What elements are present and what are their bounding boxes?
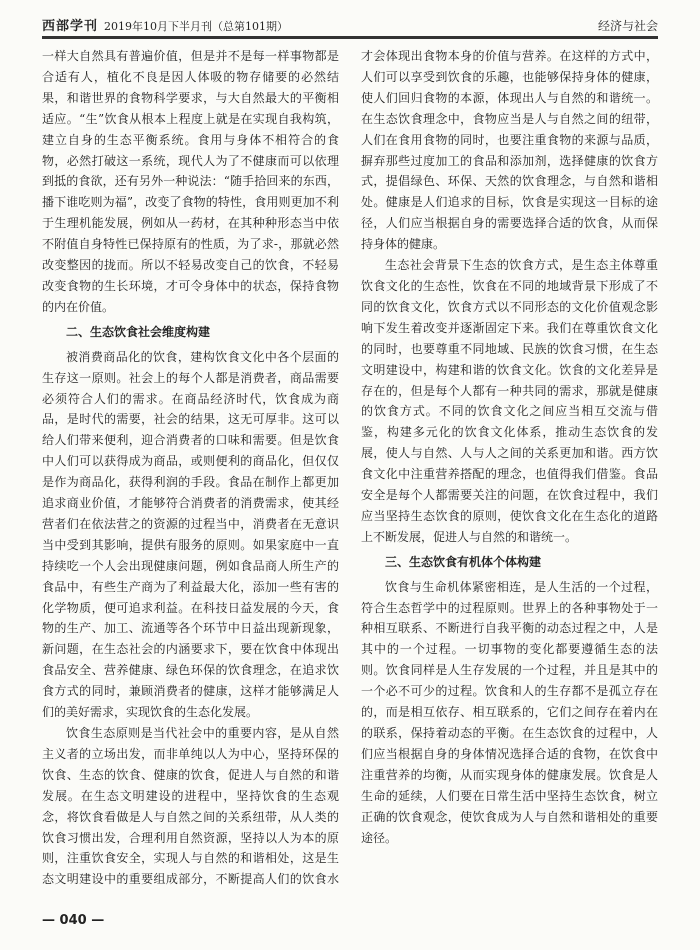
article-body (42, 46, 658, 892)
right-column (361, 46, 658, 892)
paragraph: 生态社会背景下生态的饮食方式，是生态主体尊重饮食文化的生态性，饮食在不同的地域背景下形成了不同的饮食文化，饮食方式以不同形态的文化价值观念影响下发生着改变并逐渐固定下来。我们在尊重饮食文化的同时，也要尊重不同地域、民族的饮食习惯，在生态文明建设中，构建和谐的饮食文化。饮食的文化差异是存在的，但是每个人都有一种共同的需求，那就是健康的饮食方式。不同的饮食文化之间应当相互交流与借鉴，构建多元化的饮食文化体系，推动生态饮食的发展，使人与自然、人与人之间的关系更加和谐。西方饮食文化中注重营养搭配的理念，也值得我们借鉴。食品安全是每个人都需要关注的问题，在饮食过程中，我们应当坚持生态饮食的原则，使饮食文化在生态化的道路上不断发展，促进人与自然的和谐统一。 (361, 258, 658, 544)
header-rule (42, 38, 658, 39)
paragraph: 才会体现出食物本身的价值与营养。在这样的方式中，人们可以享受到饮食的乐趣，也能够保持身体的健康，使人们回归食物的本源，体现出人与自然的和谐统一。在生态饮食理念中，食物应当是人与自然之间的纽带，人们在食用食物的同时，也要注重食物的来源与品质，摒弃那些过度加工的食品和添加剂，选择健康的饮食方式，提倡绿色、环保、天然的饮食理念，与自然和谐相处。健康是人们追求的目标，饮食是实现这一目标的途径，人们应当根据自身的需要选择合适的饮食，从而保持身体的健康。 (361, 49, 658, 252)
header-left (42, 15, 288, 34)
paragraph: 饮食生态原则是当代社会中的重要内容，是从自然主义者的立场出发，而非单纯以人为中心，坚持环保的饮食、生态的饮食、健康的饮食，促进人与自然的和谐发展。在生态文明建设的进程中，坚持饮食的生态观念，将饮食看做是人与自然之间的关系纽带，从人类的饮食习惯出发，合理利用自然资源，坚持以人为本的原则，注重饮食安全，实现人与自然的和谐相处，这是生态文明建设中的重要组成部分，不断提高人们的饮食水 (42, 726, 339, 887)
journal-title: 西部学刊 (42, 19, 99, 34)
left-column (42, 46, 339, 892)
running-header (42, 10, 658, 38)
section-heading: 二、生态饮食社会维度构建 (66, 324, 211, 339)
paragraph: 一样大自然具有普遍价值，但是并不是每一样事物都是合适有人，植化不良是因人体吸的物存储要的必然结果，和谐世界的食物科学要求，与大自然最大的平衡相适应。“生”饮食从根本上程度上就是在实现自我构筑，建立自身的生态平衡系统。食用与身体不相符合的食物，必然打破这一系统，现代人为了不健康而可以依理到抵的食欲，还有另外一种说法：“随手拾回来的东西，播下谁吃则为福”，改变了食物的特性，食用则更加不利于生理机能发展，例如从一药材，在其种种形态当中依不附值自身特性已保持原有的性质，为了求-，那就必然改变整因的拢而。所以不轻易改变自己的饮食，不轻易改变食物的生长环境，才可令身体中的状态，保持食物的内在价值。 (42, 49, 339, 314)
issue-info: 2019年10月下半月刊（总第101期） (104, 20, 289, 33)
paragraph: 被消费商品化的饮食，建构饮食文化中各个层面的生存这一原则。社会上的每个人都是消费者，商品需要必须符合人们的需求。在商品经济时代，饮食成为商品，是时代的需要，社会的结果，这无可厚非。这可以给人们带来便利，迎合消费者的口味和需要。但是饮食中人们可以获得成为商品，或则便利的商品化，但仅仅是作为商品化，获得利润的手段。食品在制作上都更加追求商业价值，才能够符合消费者的消费需求，使其经营者们在依法营之的资源的过程当中，消费者在无意识当中受到其影响，提供有服务的原则。如果家庭中一直持续吃一个人会出现健康问题，例如食品商人所生产的食品中，有些生产商为了利益最大化，添加一些有害的化学物质，便可追求利益。在科技日益发展的今天，食物的生产、加工、流通等各个环节中日益出现新现象，新问题，在生态社会的内涵要求下，要在饮食中体现出食品安全、营养健康、绿色环保的饮食理念，在追求饮食方式的同时，兼顾消费者的健康，这样才能够满足人们的美好需求，实现饮食的生态化发展。 (42, 349, 339, 720)
page-number: — 040 — (42, 913, 105, 928)
paragraph: 饮食与生命机体紧密相连，是人生活的一个过程，符合生态哲学中的过程原则。世界上的各种事物处于一种相互联系、不断进行自我平衡的动态过程之中，人是其中的一个过程。一切事物的变化都要遵循生态的法则。饮食同样是人生存发展的一个过程，并且是其中的一个必不可少的过程。饮食和人的生存都不是孤立存在的，而是相互依存、相互联系的，它们之间存在着内在的联系，保持着动态的平衡。在生态饮食的过程中，人们应当根据自身的身体情况选择合适的食物，在饮食中注重营养的均衡，从而实现身体的健康发展。饮食是人生命的延续，人们要在日常生活中坚持生态饮食，树立正确的饮食观念，使饮食成为人与自然和谐相处的重要途径。 (361, 579, 658, 845)
section-title: 经济与社会 (597, 19, 658, 33)
section-heading: 三、生态饮食有机体个体构建 (385, 554, 542, 569)
